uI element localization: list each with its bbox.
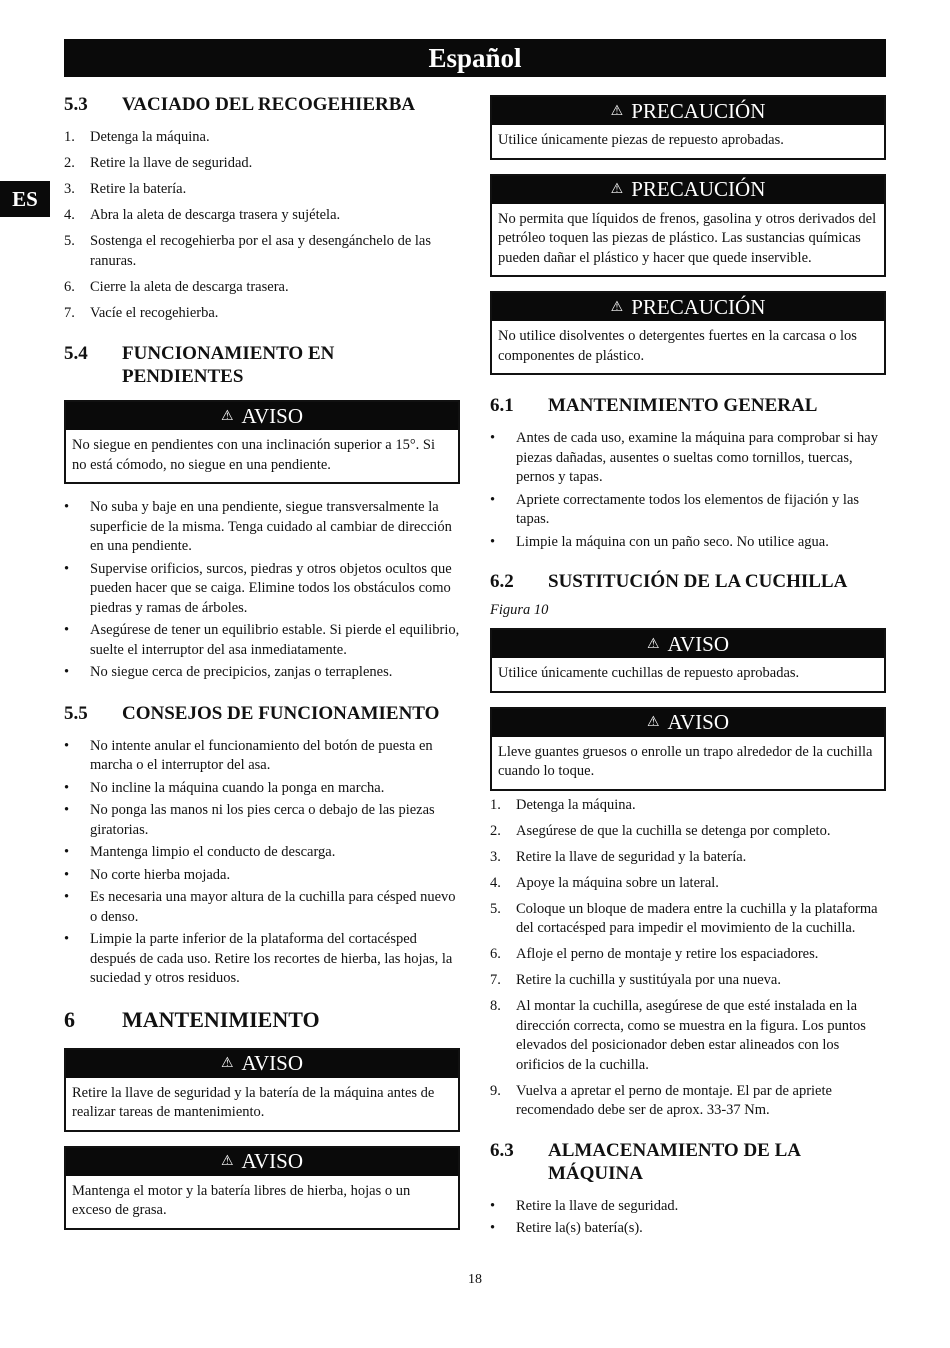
bullet: • xyxy=(490,1220,496,1236)
warning-header xyxy=(66,402,458,430)
bullet: • xyxy=(490,491,496,508)
item-number: 2. xyxy=(490,822,501,839)
list-item xyxy=(490,971,886,991)
warning-label: AVISO xyxy=(241,403,304,428)
list-item xyxy=(490,1219,886,1239)
bullet: • xyxy=(490,533,496,550)
item-text: Retire la llave de seguridad. xyxy=(90,155,253,171)
item-text: Detenga la máquina. xyxy=(90,129,210,145)
warning-header xyxy=(66,1050,458,1078)
bullet: • xyxy=(64,664,70,680)
list-item xyxy=(490,945,886,965)
warning-icon: ⚠ xyxy=(220,1056,234,1071)
item-number: 5. xyxy=(64,233,75,249)
item-number: 5. xyxy=(490,900,501,917)
item-text: Retire la cuchilla y sustitúyala por una nueva. xyxy=(516,972,781,988)
item-text: Detenga la máquina. xyxy=(516,796,636,813)
caution-box xyxy=(490,174,886,278)
bullet: • xyxy=(64,499,70,515)
section-heading xyxy=(64,342,460,388)
list-item xyxy=(64,180,460,200)
figure-reference: Figura 10 xyxy=(490,602,549,618)
bullet: • xyxy=(64,560,70,577)
caution-text: No utilice disolventes o detergentes fuertes en la carcasa o los componentes de plástico. xyxy=(498,328,857,364)
item-text: Retire la llave de seguridad. xyxy=(516,1197,679,1214)
bullet: • xyxy=(64,802,70,818)
item-text: Vacíe el recogehierba. xyxy=(90,304,219,321)
item-text: Es necesaria una mayor altura de la cuchilla para césped nuevo o denso. xyxy=(90,889,456,925)
list-item xyxy=(64,278,460,298)
warning-label: AVISO xyxy=(241,1051,304,1075)
item-number: 4. xyxy=(490,874,501,891)
list-item xyxy=(490,491,886,530)
warning-icon: ⚠ xyxy=(220,1154,234,1169)
warning-header xyxy=(492,709,884,737)
list-item xyxy=(64,801,460,840)
warning-text: No siegue en pendientes con una inclinación superior a 15°. Si no está cómodo, no siegue en una pendiente. xyxy=(72,437,435,473)
section-title: MANTENIMIENTO GENERAL xyxy=(548,395,818,416)
language-tab: ES xyxy=(0,181,50,217)
item-number: 1. xyxy=(490,796,501,813)
numbered-list xyxy=(490,796,886,1121)
item-number: 6. xyxy=(490,946,501,962)
list-item xyxy=(490,429,886,488)
chapter-number: 6 xyxy=(64,1006,75,1032)
warning-icon: ⚠ xyxy=(220,408,234,424)
caution-box xyxy=(490,291,886,375)
warning-label: AVISO xyxy=(667,710,730,734)
item-text: No incline la máquina cuando la ponga en marcha. xyxy=(90,779,385,796)
section-title: SUSTITUCIÓN DE LA CUCHILLA xyxy=(548,571,848,592)
caution-label: PRECAUCIÓN xyxy=(631,177,766,201)
list-item xyxy=(490,900,886,939)
item-number: 7. xyxy=(490,972,501,988)
caution-header xyxy=(492,97,884,125)
section-number: 5.5 xyxy=(64,702,88,724)
section-title: ALMACENAMIENTO DE LA MÁQUINA xyxy=(548,1139,800,1184)
item-text: Limpie la parte inferior de la plataforma del cortacésped después de cada uso. Retire los recortes de hierba, las hojas, la suciedad y otros residuos. xyxy=(90,931,453,986)
list-item xyxy=(490,1197,886,1217)
list-item xyxy=(64,154,460,174)
item-text: Asegúrese de tener un equilibrio estable. Si pierde el equilibrio, suelte el interruptor del asa inmediatamente. xyxy=(90,622,460,658)
item-text: No corte hierba mojada. xyxy=(90,866,231,883)
item-text: Asegúrese de que la cuchilla se detenga por completo. xyxy=(516,822,831,839)
item-text: No siegue cerca de precipicios, zanjas o terraplenes. xyxy=(90,664,393,680)
list-item xyxy=(64,304,460,324)
item-text: Sostenga el recogehierba por el asa y desengánchelo de las ranuras. xyxy=(90,233,432,269)
item-text: No ponga las manos ni los pies cerca o debajo de las piezas giratorias. xyxy=(90,802,435,838)
list-item xyxy=(64,779,460,799)
list-item xyxy=(490,848,886,868)
section-number: 5.4 xyxy=(64,343,88,364)
caution-header xyxy=(492,176,884,204)
section-title: CONSEJOS DE FUNCIONAMIENTO xyxy=(122,702,440,724)
list-item xyxy=(64,498,460,557)
warning-text: Mantenga el motor y la batería libres de hierba, hojas o un exceso de grasa. xyxy=(72,1182,411,1218)
warning-icon: ⚠ xyxy=(646,715,660,730)
page-header: Español xyxy=(64,39,886,77)
item-number: 8. xyxy=(490,998,501,1014)
bullet-list xyxy=(490,1197,886,1239)
list-item xyxy=(64,128,460,148)
page-number: 18 xyxy=(468,1272,482,1287)
section-number: 5.3 xyxy=(64,94,88,115)
item-text: Retire la llave de seguridad y la batería. xyxy=(516,848,747,865)
warning-icon: ⚠ xyxy=(610,103,624,119)
caution-text: Utilice únicamente piezas de repuesto aprobadas. xyxy=(498,132,784,148)
list-item xyxy=(490,533,886,553)
list-item xyxy=(490,997,886,1075)
warning-text: Lleve guantes gruesos o enrolle un trapo alrededor de la cuchilla cuando lo toque. xyxy=(498,743,873,779)
bullet: • xyxy=(490,430,496,446)
warning-label: AVISO xyxy=(667,631,730,656)
caution-text: No permita que líquidos de frenos, gasolina y otros derivados del petróleo toquen las piezas de plástico. Las sustancias químicas pueden dañar el plástico y hacer que quede inservible. xyxy=(498,210,877,266)
section-number: 6.1 xyxy=(490,395,514,416)
item-number: 3. xyxy=(490,848,501,865)
item-number: 6. xyxy=(64,278,75,295)
item-text: Mantenga limpio el conducto de descarga. xyxy=(90,844,336,860)
bullet: • xyxy=(64,737,70,754)
warning-box xyxy=(64,1048,460,1132)
list-item xyxy=(64,621,460,660)
section-heading xyxy=(490,570,886,593)
section-heading xyxy=(490,1139,886,1185)
item-text: Coloque un bloque de madera entre la cuchilla y la plataforma del cortacésped para impedir el movimiento de la cuchilla. xyxy=(516,900,878,936)
item-text: Antes de cada uso, examine la máquina para comprobar si hay piezas dañadas, ausentes o sueltas como tornillos, tuercas, pernos y tapas. xyxy=(516,430,878,485)
warning-box xyxy=(64,1146,460,1230)
list-item xyxy=(64,930,460,989)
chapter-title: MANTENIMIENTO xyxy=(122,1006,320,1032)
numbered-list xyxy=(64,128,460,323)
list-item xyxy=(490,874,886,894)
item-text: Apriete correctamente todos los elementos de fijación y las tapas. xyxy=(516,491,860,527)
warning-header xyxy=(66,1148,458,1176)
warning-label: AVISO xyxy=(241,1149,304,1173)
caution-label: PRECAUCIÓN xyxy=(631,98,766,123)
list-item xyxy=(64,560,460,619)
warning-box xyxy=(490,628,886,693)
item-number: 9. xyxy=(490,1082,501,1099)
chapter-heading xyxy=(64,1007,460,1033)
item-text: Retire la(s) batería(s). xyxy=(516,1220,643,1236)
list-item xyxy=(490,796,886,816)
item-text: Cierre la aleta de descarga trasera. xyxy=(90,278,289,295)
item-number: 3. xyxy=(64,181,75,197)
bullet: • xyxy=(64,931,70,947)
section-title: FUNCIONAMIENTO EN PENDIENTES xyxy=(122,343,335,387)
caution-header xyxy=(492,293,884,321)
warning-icon: ⚠ xyxy=(646,636,660,652)
caution-box xyxy=(490,95,886,160)
left-column xyxy=(64,93,460,1230)
bullet: • xyxy=(64,866,70,883)
item-text: Al montar la cuchilla, asegúrese de que esté instalada en la dirección correcta, como se muestra en la figura. Los puntos elevados del posicionador deben estar alineados con los orificios de la cuchilla. xyxy=(516,998,866,1073)
section-heading xyxy=(64,93,460,116)
item-text: Abra la aleta de descarga trasera y sujétela. xyxy=(90,207,341,223)
item-text: No suba y baje en una pendiente, siegue transversalmente la superficie de la misma. Tenga cuidado al cambiar de dirección en una pendiente. xyxy=(90,499,452,554)
item-number: 2. xyxy=(64,155,75,171)
bullet: • xyxy=(64,889,70,905)
list-item xyxy=(64,843,460,863)
warning-text: Retire la llave de seguridad y la batería de la máquina antes de realizar tareas de mantenimiento. xyxy=(72,1084,435,1120)
warning-box xyxy=(64,400,460,484)
item-text: Limpie la máquina con un paño seco. No utilice agua. xyxy=(516,533,829,550)
bullet: • xyxy=(64,844,70,860)
item-text: Afloje el perno de montaje y retire los espaciadores. xyxy=(516,946,819,962)
item-number: 4. xyxy=(64,207,75,223)
list-item xyxy=(490,822,886,842)
warning-text: Utilice únicamente cuchillas de repuesto aprobadas. xyxy=(498,665,800,681)
bullet-list xyxy=(490,429,886,552)
warning-icon: ⚠ xyxy=(610,182,624,197)
bullet-list xyxy=(64,498,460,683)
list-item xyxy=(490,1082,886,1121)
item-text: Retire la batería. xyxy=(90,181,187,197)
right-column xyxy=(490,95,886,1239)
item-text: Vuelva a apretar el perno de montaje. El par de apriete recomendado debe ser de aprox. 33-37 Nm. xyxy=(516,1082,832,1118)
item-text: Supervise orificios, surcos, piedras y otros objetos ocultos que pueden hacer que se caiga. Elimine todos los obstáculos como piedras y ramas de árboles. xyxy=(90,560,452,616)
list-item xyxy=(64,888,460,927)
warning-box xyxy=(490,707,886,791)
list-item xyxy=(64,206,460,226)
item-number: 7. xyxy=(64,304,75,321)
warning-header xyxy=(492,630,884,658)
list-item xyxy=(64,866,460,886)
item-number: 1. xyxy=(64,129,75,145)
section-title: VACIADO DEL RECOGEHIERBA xyxy=(122,94,416,115)
warning-icon: ⚠ xyxy=(610,299,624,315)
item-text: No intente anular el funcionamiento del botón de puesta en marcha o el interruptor del asa. xyxy=(90,737,433,773)
caution-label: PRECAUCIÓN xyxy=(631,294,766,319)
list-item xyxy=(64,663,460,683)
bullet: • xyxy=(64,622,70,638)
section-heading xyxy=(64,702,460,725)
list-item xyxy=(64,232,460,271)
bullet-list xyxy=(64,737,460,989)
bullet: • xyxy=(490,1197,496,1214)
list-item xyxy=(64,737,460,776)
section-number: 6.3 xyxy=(490,1139,514,1161)
item-text: Apoye la máquina sobre un lateral. xyxy=(516,874,719,891)
section-heading xyxy=(490,394,886,417)
section-number: 6.2 xyxy=(490,571,514,592)
bullet: • xyxy=(64,779,70,796)
